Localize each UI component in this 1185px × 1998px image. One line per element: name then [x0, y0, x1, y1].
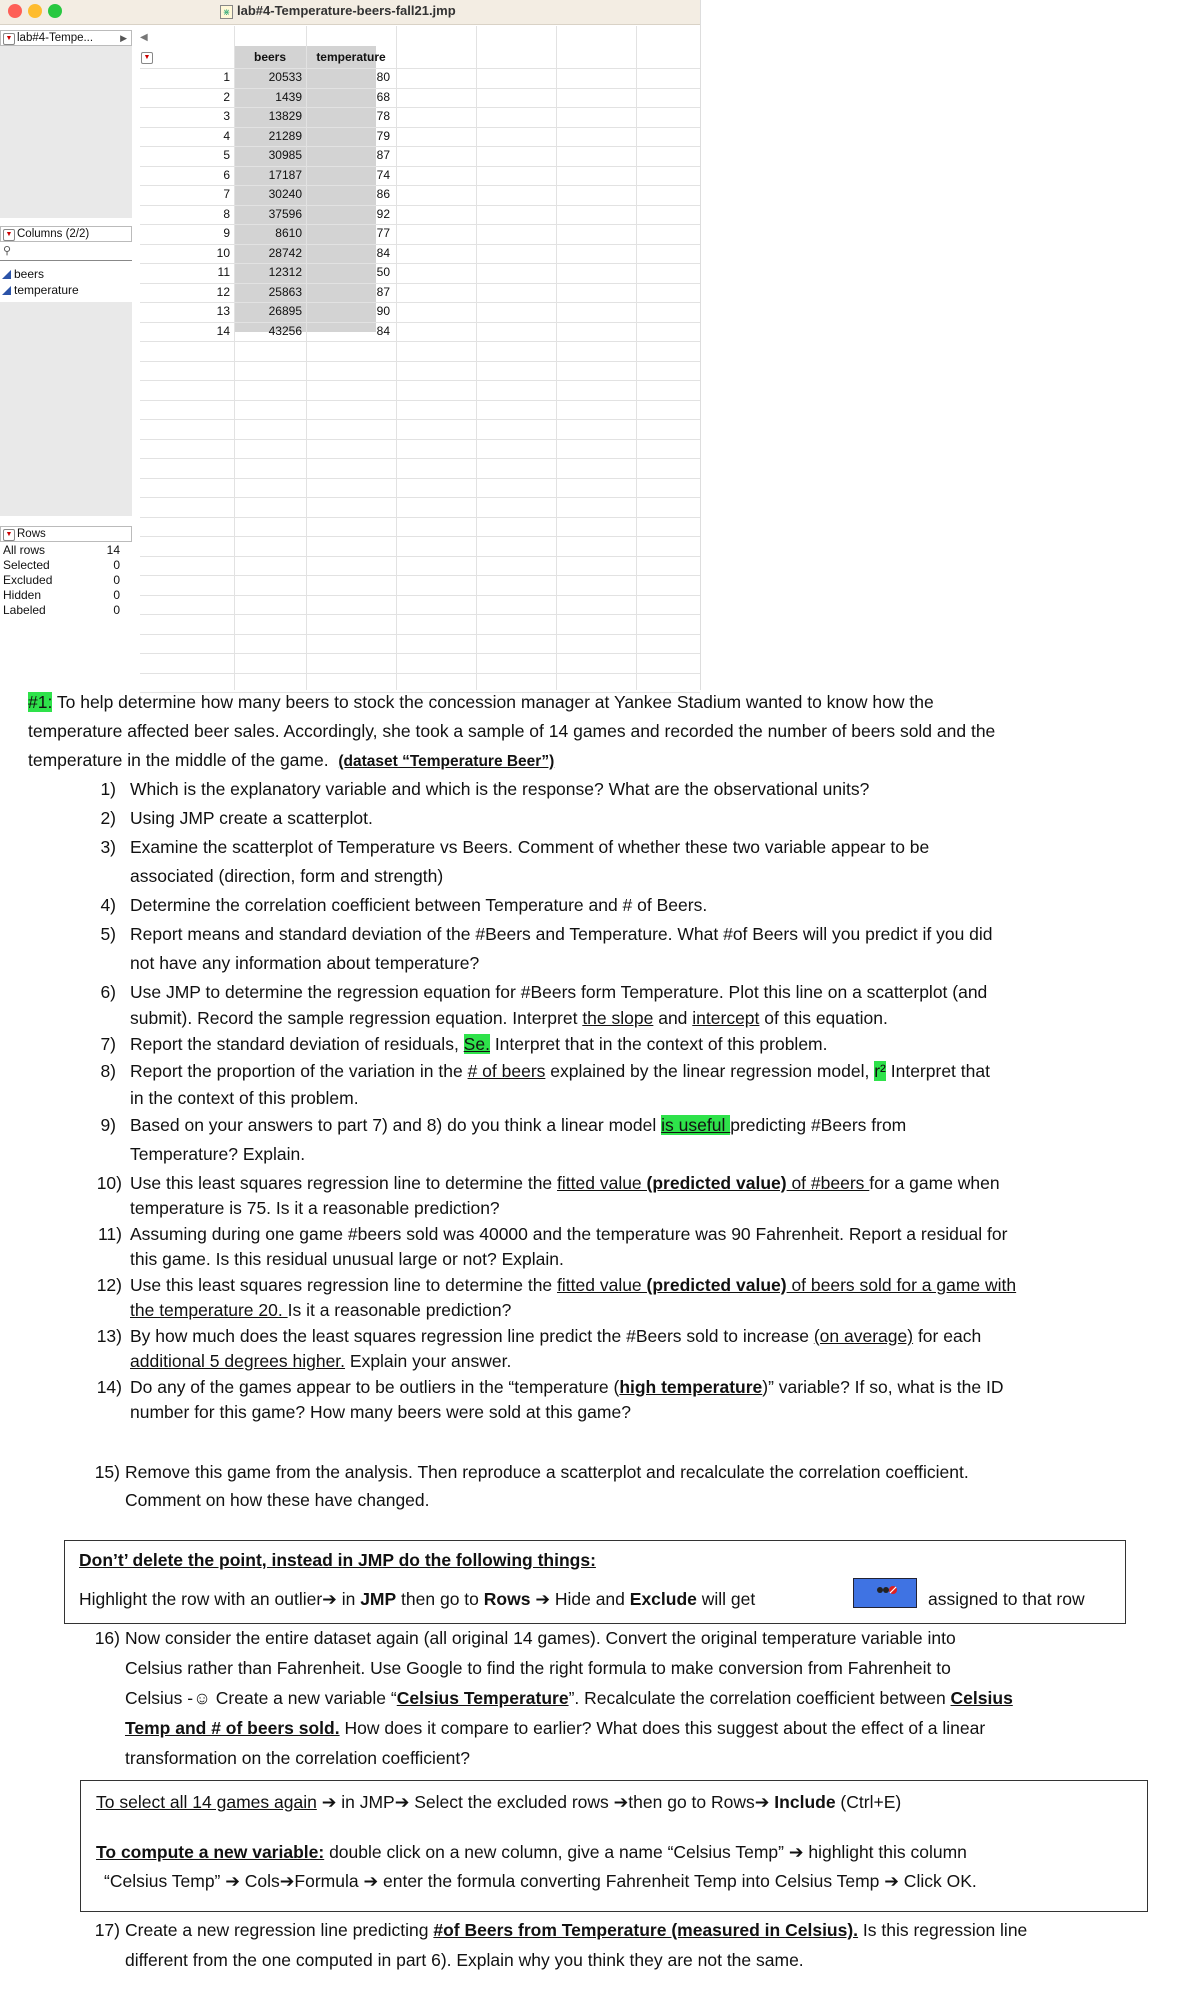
row-menu-red-triangle-icon[interactable]: ▼ [141, 52, 153, 64]
row-number[interactable]: 7 [223, 187, 230, 201]
row-number[interactable]: 5 [223, 148, 230, 162]
grid-row-line [140, 653, 700, 654]
q10-text-line1: Use this least squares regression line to determine the fitted value (predicted value) of #beers for a game when [130, 1173, 1000, 1193]
cell-temperature[interactable]: 78 [376, 109, 390, 123]
row-number[interactable]: 2 [223, 89, 230, 104]
box1-text-end: assigned to that row [928, 1589, 1085, 1609]
cell-beers[interactable]: 17187 [268, 167, 302, 182]
q1-text: Which is the explanatory variable and which is the response? What are the observational units? [130, 779, 870, 799]
cell-temperature[interactable]: 79 [376, 128, 390, 143]
box2-line1: To select all 14 games again ➔ in JMP➔ Select the excluded rows ➔then go to Rows➔ Include (Ctrl+E) [96, 1792, 902, 1812]
row-number[interactable]: 13 [216, 304, 230, 318]
cell-temperature[interactable]: 87 [376, 148, 390, 162]
q9-text-line2: Temperature? Explain. [130, 1144, 306, 1164]
cell-temperature[interactable]: 80 [376, 70, 390, 84]
grid-row-line [140, 673, 700, 674]
cell-temperature[interactable]: 84 [376, 323, 390, 338]
row-number[interactable]: 11 [217, 265, 230, 279]
rows-label-labeled: Labeled [3, 603, 46, 617]
red-triangle-menu-icon[interactable]: ▼ [3, 229, 15, 241]
rows-value-selected: 0 [113, 558, 120, 572]
rows-value-all: 14 [106, 543, 120, 557]
q6-text-line1: Use JMP to determine the regression equation for #Beers form Temperature. Plot this line on a scatterplot (and [130, 982, 988, 1002]
q16-text-line1: Now consider the entire dataset again (all original 14 games). Convert the original temperature variable into [125, 1628, 956, 1648]
cell-beers[interactable]: 13829 [268, 109, 302, 123]
expand-arrow-icon[interactable]: ▶ [120, 33, 127, 43]
rows-label-selected: Selected [3, 558, 50, 572]
row-number[interactable]: 9 [223, 226, 230, 240]
q16-text-line4: Temp and # of beers sold. How does it compare to earlier? What does this suggest about the effect of a linear [125, 1718, 986, 1738]
cell-beers[interactable]: 37596 [268, 206, 302, 221]
q14-text-line1: Do any of the games appear to be outliers in the “temperature (high temperature)” variable? If so, what is the ID [130, 1377, 1004, 1397]
table-panel [0, 30, 132, 220]
q10-number: 10) [96, 1173, 122, 1193]
rows-label-hidden: Hidden [3, 588, 42, 602]
column-item-beers[interactable]: beers [2, 267, 44, 281]
q5-number: 5) [100, 924, 116, 944]
cell-temperature[interactable]: 74 [376, 167, 390, 182]
cell-temperature[interactable]: 84 [376, 245, 390, 260]
q4-text: Determine the correlation coefficient between Temperature and # of Beers. [130, 895, 708, 915]
box2-line2: To compute a new variable: double click on a new column, give a name “Celsius Temp” ➔ highlight this column [96, 1842, 967, 1862]
q9-number: 9) [100, 1115, 116, 1135]
q8-text-line1: Report the proportion of the variation in the # of beers explained by the linear regression model, r² Interpret that [130, 1061, 990, 1081]
q11-number: 11) [98, 1224, 122, 1244]
column-item-temperature[interactable]: temperature [2, 283, 79, 297]
cell-temperature[interactable]: 90 [376, 304, 390, 318]
q10-text-line2: temperature is 75. Is it a reasonable prediction? [130, 1198, 500, 1218]
q16-number: 16) [94, 1628, 120, 1648]
cell-temperature[interactable]: 86 [376, 187, 390, 201]
problem-intro-line3: temperature in the middle of the game. (dataset “Temperature Beer”) [28, 750, 555, 770]
window-title: lab#4-Temperature-beers-fall21.jmp [237, 3, 456, 18]
grid-row-line [140, 536, 700, 537]
q13-number: 13) [96, 1326, 122, 1346]
q2-number: 2) [100, 808, 116, 828]
problem-intro-line1: #1: To help determine how many beers to stock the concession manager at Yankee Stadium wanted to know how the [28, 692, 934, 712]
q6-text-line2: submit). Record the sample regression equation. Interpret the slope and intercept of this equation. [130, 1008, 888, 1028]
cell-beers[interactable]: 8610 [275, 226, 302, 240]
columns-header-label: Columns (2/2) [17, 228, 90, 240]
q3-text-line1: Examine the scatterplot of Temperature vs Beers. Comment of whether these two variable appear to be [130, 837, 930, 857]
q11-text-line2: this game. Is this residual unusual large or not? Explain. [130, 1249, 564, 1269]
row-number[interactable]: 6 [223, 167, 230, 182]
q14-text-line2: number for this game? How many beers were sold at this game? [130, 1402, 631, 1422]
grid-row-line [140, 419, 700, 420]
rows-value-hidden: 0 [113, 588, 120, 602]
q7-text: Report the standard deviation of residuals, Se. Interpret that in the context of this problem. [130, 1034, 828, 1054]
red-triangle-menu-icon[interactable]: ▼ [3, 33, 15, 45]
grid-row-line [140, 400, 700, 401]
cell-temperature[interactable]: 77 [376, 226, 390, 240]
box1-text: Highlight the row with an outlier➔ in JMP then go to Rows ➔ Hide and Exclude will get [79, 1589, 756, 1609]
q15-number: 15) [94, 1462, 120, 1482]
grid-column-line [556, 26, 557, 690]
grid-row-line [140, 575, 700, 576]
grid-row-line [140, 341, 700, 342]
rows-panel-header[interactable] [0, 526, 132, 542]
hide-exclude-icon [853, 1578, 917, 1608]
table-panel-header[interactable] [0, 30, 132, 46]
column-header-beers[interactable]: beers [253, 50, 287, 64]
q3-text-line2: associated (direction, form and strength) [130, 866, 444, 886]
grid-row-line [140, 517, 700, 518]
cell-beers[interactable]: 30240 [268, 187, 302, 201]
q13-text-line1: By how much does the least squares regression line predict the #Beers sold to increase (on average) for each [130, 1326, 982, 1346]
divider [0, 260, 132, 261]
title-bar [0, 0, 700, 25]
q9-text-line1: Based on your answers to part 7) and 8) do you think a linear model is useful predicting #Beers from [130, 1115, 907, 1135]
row-number[interactable]: 4 [223, 128, 230, 143]
cell-beers[interactable]: 20533 [268, 70, 302, 84]
grid-row-line [140, 595, 700, 596]
search-icon[interactable]: ⚲ [3, 245, 12, 257]
cell-beers[interactable]: 21289 [268, 128, 302, 143]
table-panel-body [0, 46, 132, 218]
minimize-window-button[interactable] [28, 4, 42, 18]
q2-text: Using JMP create a scatterplot. [130, 808, 373, 828]
cell-beers[interactable]: 26895 [268, 304, 302, 318]
q12-text-line2: the temperature 20. Is it a reasonable prediction? [130, 1300, 512, 1320]
cell-beers[interactable]: 1439 [275, 89, 302, 104]
rows-value-excluded: 0 [113, 573, 120, 587]
row-number[interactable]: 8 [223, 206, 230, 221]
q6-number: 6) [100, 982, 116, 1002]
collapse-arrow-icon[interactable]: ◀ [140, 32, 148, 43]
row-number[interactable]: 10 [216, 245, 230, 260]
cell-temperature[interactable]: 87 [376, 284, 390, 299]
grid-column-line [396, 26, 397, 690]
row-number[interactable]: 1 [223, 70, 230, 84]
continuous-column-icon [2, 270, 11, 279]
q15-text-line1: Remove this game from the analysis. Then reproduce a scatterplot and recalculate the correlation coefficient. [125, 1462, 969, 1482]
grid-row-line [140, 497, 700, 498]
jmp-file-icon: ⋇ [220, 5, 233, 19]
data-grid[interactable] [140, 26, 700, 690]
continuous-column-icon [2, 286, 11, 295]
cell-beers[interactable]: 25863 [268, 284, 302, 299]
q16-text-line5: transformation on the correlation coefficient? [125, 1748, 471, 1768]
q17-number: 17) [94, 1920, 120, 1940]
row-number[interactable]: 12 [216, 284, 230, 299]
grid-row-line [140, 478, 700, 479]
rows-header-label: Rows [17, 528, 46, 540]
rows-label-excluded: Excluded [3, 573, 53, 587]
rows-value-labeled: 0 [113, 603, 120, 617]
zoom-window-button[interactable] [48, 4, 62, 18]
q1-number: 1) [100, 779, 116, 799]
grid-row-line [140, 634, 700, 635]
close-window-button[interactable] [8, 4, 22, 18]
columns-panel-body [0, 302, 132, 516]
box2-line3: “Celsius Temp” ➔ Cols➔Formula ➔ enter the formula converting Fahrenheit Temp into Celsius Temp ➔ Click OK. [104, 1871, 977, 1891]
cell-beers[interactable]: 28742 [268, 245, 302, 260]
q8-number: 8) [100, 1061, 116, 1081]
q3-number: 3) [100, 837, 116, 857]
cell-temperature[interactable]: 92 [376, 206, 390, 221]
cell-temperature[interactable]: 50 [376, 265, 390, 279]
columns-panel-header[interactable] [0, 226, 132, 242]
q5-text-line2: not have any information about temperature? [130, 953, 480, 973]
q4-number: 4) [100, 895, 116, 915]
rows-panel [0, 526, 132, 626]
columns-panel [0, 226, 132, 516]
dataset-name: (dataset “Temperature Beer”) [338, 753, 555, 770]
q7-number: 7) [100, 1034, 116, 1054]
jmp-data-table-window [0, 0, 701, 690]
grid-row-line [140, 458, 700, 459]
rows-label-all: All rows [3, 543, 46, 557]
grid-row-line [140, 614, 700, 615]
grid-row-line [140, 556, 700, 557]
q12-number: 12) [96, 1275, 122, 1295]
box1-title: Don’t’ delete the point, instead in JMP do the following things: [79, 1550, 596, 1570]
q14-number: 14) [96, 1377, 122, 1397]
q13-text-line2: additional 5 degrees higher. Explain your answer. [130, 1351, 512, 1371]
row-number[interactable]: 3 [223, 109, 230, 123]
grid-column-line [636, 26, 637, 690]
q16-text-line2: Celsius rather than Fahrenheit. Use Google to find the right formula to make conversion from Fahrenheit to [125, 1658, 951, 1678]
q15-text-line2: Comment on how these have changed. [125, 1490, 430, 1510]
table-name: lab#4-Tempe... [17, 32, 94, 44]
q8-text-line2: in the context of this problem. [130, 1088, 359, 1108]
row-number[interactable]: 14 [216, 323, 230, 338]
q17-text-line2: different from the one computed in part 6). Explain why you think they are not the same. [125, 1950, 804, 1970]
q12-text-line1: Use this least squares regression line to determine the fitted value (predicted value) of beers sold for a game with [130, 1275, 1017, 1295]
grid-column-line [476, 26, 477, 690]
grid-row-line [140, 439, 700, 440]
problem-intro-line2: temperature affected beer sales. Accordingly, she took a sample of 14 games and recorded the number of beers sold and the [28, 721, 996, 741]
grid-row-line [140, 380, 700, 381]
q16-text-line3: Celsius -☺ Create a new variable “Celsius Temperature”. Recalculate the correlation coefficient between Celsius [125, 1688, 1013, 1708]
red-triangle-menu-icon[interactable]: ▼ [3, 529, 15, 541]
q5-text-line1: Report means and standard deviation of the #Beers and Temperature. What #of Beers will you predict if you did [130, 924, 993, 944]
cell-beers[interactable]: 30985 [268, 148, 302, 162]
cell-temperature[interactable]: 68 [376, 89, 390, 104]
column-header-temperature[interactable]: temperature [316, 50, 386, 64]
cell-beers[interactable]: 12312 [268, 265, 302, 279]
q11-text-line1: Assuming during one game #beers sold was 40000 and the temperature was 90 Fahrenheit. Report a residual for [130, 1224, 1008, 1244]
grid-row-line [140, 361, 700, 362]
q17-text-line1: Create a new regression line predicting #of Beers from Temperature (measured in Celsius). Is this regression line [125, 1920, 1028, 1940]
cell-beers[interactable]: 43256 [268, 323, 302, 338]
